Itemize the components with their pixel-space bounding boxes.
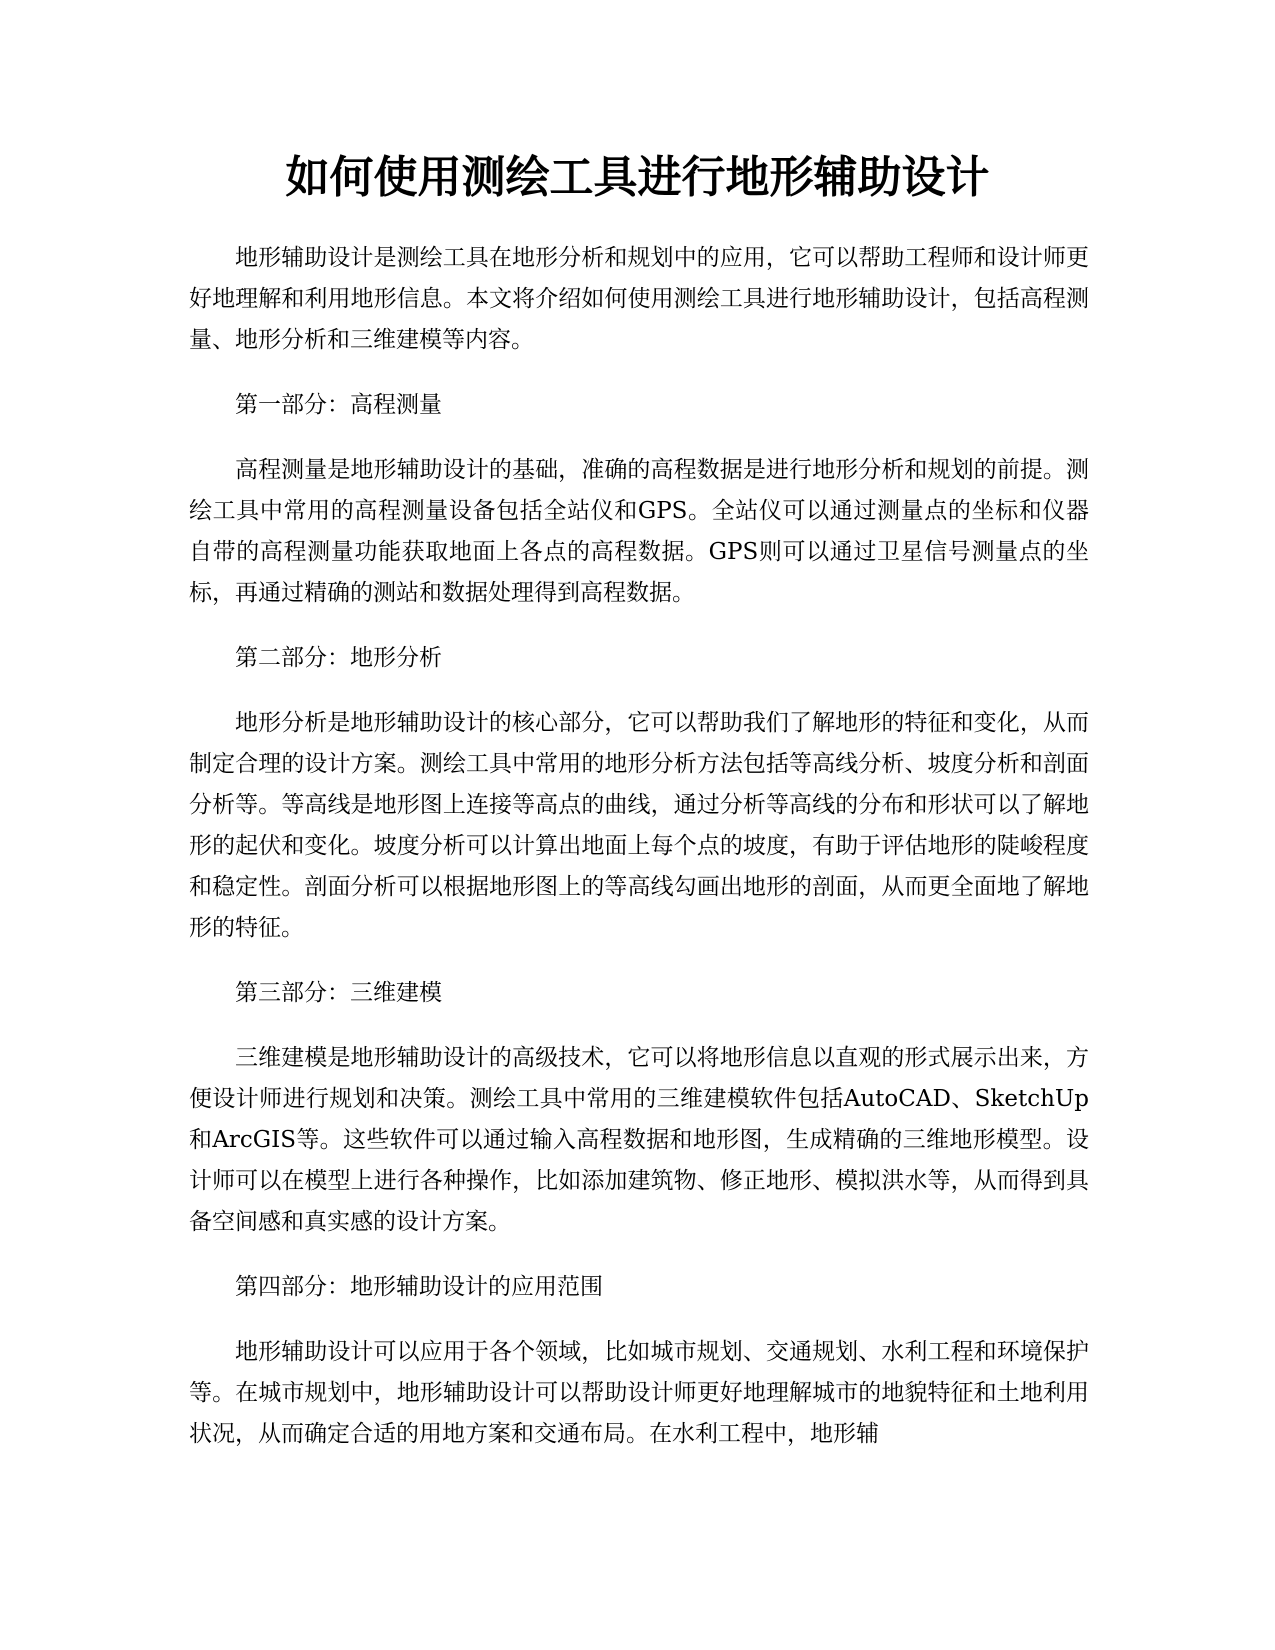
section-body-terrain-analysis: 地形分析是地形辅助设计的核心部分，它可以帮助我们了解地形的特征和变化，从而制定合理的设计方案。测绘工具中常用的地形分析方法包括等高线分析、坡度分析和剖面分析等。等高线是地形图上连接等高点的曲线，通过分析等高线的分布和形状可以了解地形的起伏和变化。坡度分析可以计算出地面上每个点的坡度，有助于评估地形的陡峻程度和稳定性。剖面分析可以根据地形图上的等高线勾画出地形的剖面，从而更全面地了解地形的特征。 — [189, 710, 1089, 941]
section-body-application-scope: 地形辅助设计可以应用于各个领域，比如城市规划、交通规划、水利工程和环境保护等。在城市规划中，地形辅助设计可以帮助设计师更好地理解城市的地貌特征和土地利用状况，从而确定合适的用地方案和交通布局。在水利工程中，地形辅 — [189, 1339, 1089, 1447]
section-body-elevation: 高程测量是地形辅助设计的基础，准确的高程数据是进行地形分析和规划的前提。测绘工具中常用的高程测量设备包括全站仪和GPS。全站仪可以通过测量点的坐标和仪器自带的高程测量功能获取地面上各点的高程数据。GPS则可以通过卫星信号测量点的坐标，再通过精确的测站和数据处理得到高程数据。 — [189, 457, 1089, 606]
intro-paragraph: 地形辅助设计是测绘工具在地形分析和规划中的应用，它可以帮助工程师和设计师更好地理解和利用地形信息。本文将介绍如何使用测绘工具进行地形辅助设计，包括高程测量、地形分析和三维建模等内容。 — [189, 245, 1089, 353]
section-heading-application-scope: 第四部分：地形辅助设计的应用范围 — [235, 1274, 603, 1300]
section-body-3d-modeling: 三维建模是地形辅助设计的高级技术，它可以将地形信息以直观的形式展示出来，方便设计师进行规划和决策。测绘工具中常用的三维建模软件包括AutoCAD、SketchUp和ArcGIS等。这些软件可以通过输入高程数据和地形图，生成精确的三维地形模型。设计师可以在模型上进行各种操作，比如添加建筑物、修正地形、模拟洪水等，从而得到具备空间感和真实感的设计方案。 — [189, 1045, 1089, 1235]
document-title: 如何使用测绘工具进行地形辅助设计 — [285, 152, 990, 203]
section-heading-terrain-analysis: 第二部分：地形分析 — [235, 645, 442, 671]
section-heading-3d-modeling: 第三部分：三维建模 — [235, 980, 442, 1006]
document-body — [189, 238, 1089, 1479]
section-heading-elevation: 第一部分：高程测量 — [235, 392, 442, 418]
